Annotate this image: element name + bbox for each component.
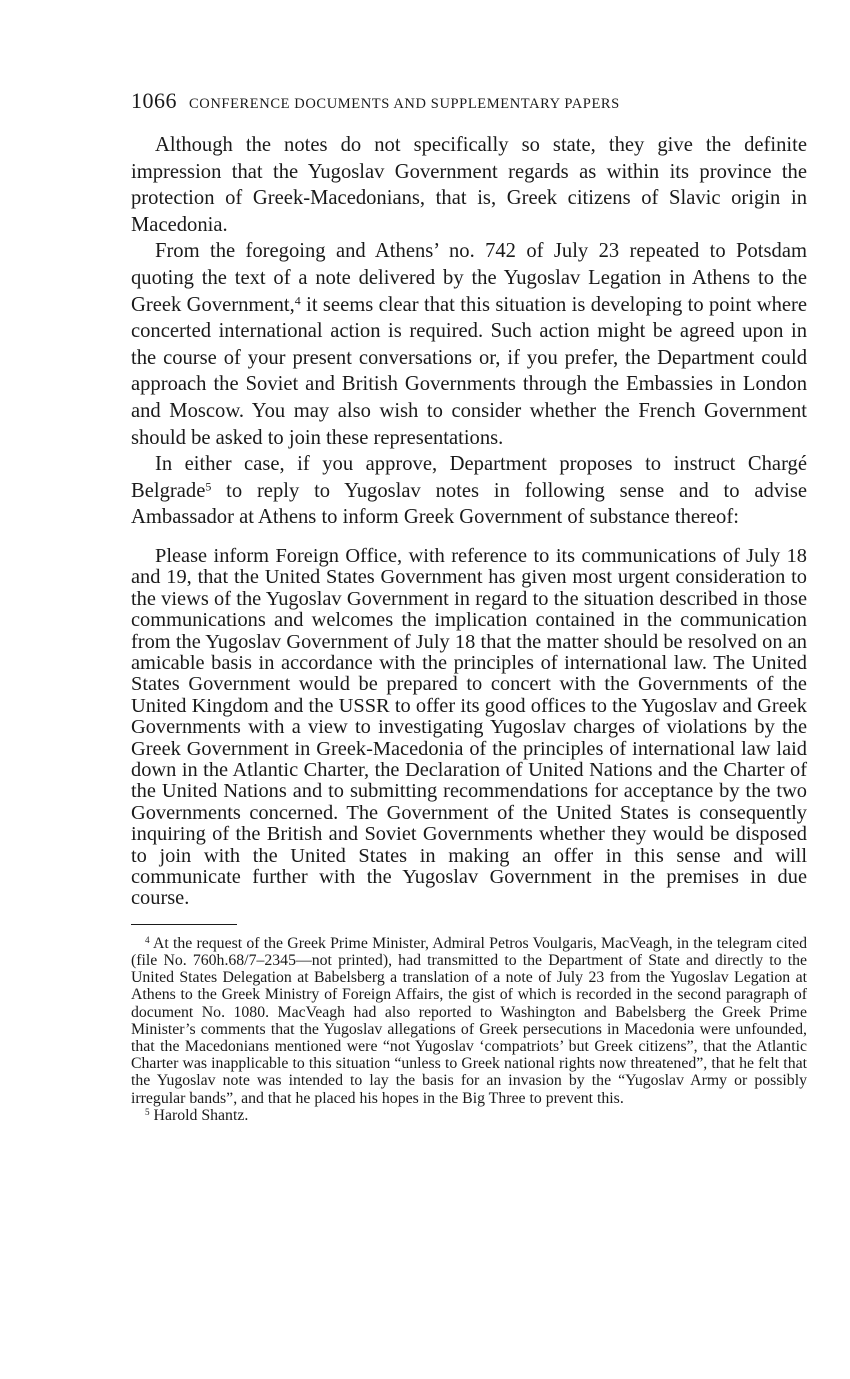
footnote-5-marker: 5 (145, 1106, 150, 1117)
footnote-4-text: At the request of the Greek Prime Minister, Admiral Petros Voulgaris, MacVeagh, in the telegram cited (file No. 760h.68/7–2345—not printed), had transmitted to the Department of State and directly to the United States Delegation at Babelsberg a translation of a note of July 23 from the Yugoslav Legation at Athens to the Greek Ministry of Foreign Affairs, the gist of which is recorded in the second paragraph of document No. 1080. MacVeagh had also reported to Washington and Babelsberg the Greek Prime Minister’s comments that the Yugoslav allegations of Greek persecutions in Macedonia were unfounded, that the Macedonians mentioned were “not Yugoslav ‘compatriots’ but Greek citizens”, that the Atlantic Charter was inapplicable to this situation “unless to Greek national rights now threatened”, that he felt that the Yugoslav note was intended to lay the basis for an invasion by the “Yugoslav Army or possibly irregular bands”, and that he placed his hopes in the Big Three to prevent this. (131, 934, 808, 1107)
footnote-ref-5: 5 (205, 479, 212, 494)
footnote-4-marker: 4 (145, 934, 150, 945)
paragraph-3-text-a: In either case, if you approve, Department proposes to instruct Chargé Belgrade (131, 453, 807, 502)
paragraph-2 (131, 238, 807, 451)
page-number: 1066 (131, 88, 177, 113)
footnote-5-text: Harold Shantz. (153, 1106, 249, 1124)
footnote-5 (131, 1107, 807, 1124)
running-head: CONFERENCE DOCUMENTS AND SUPPLEMENTARY PAPERS (189, 96, 620, 112)
page-header (131, 88, 807, 114)
paragraph-3 (131, 451, 807, 531)
document-page (131, 88, 807, 1124)
paragraph-3-text-b: to reply to Yugoslav notes in following sense and to advise Ambassador at Athens to inform Greek Government of substance thereof: (131, 479, 807, 529)
footnote-4 (131, 935, 807, 1107)
footnote-ref-4: 4 (294, 293, 301, 307)
footnotes (131, 935, 807, 1124)
paragraph-1: Although the notes do not specifically so state, they give the definite impression that the Yugoslav Government regards as within its province the protection of Greek-Macedonians, that is, Greek citizens of Slavic origin in Macedonia. (131, 134, 807, 236)
quoted-instruction: Please inform Foreign Office, with reference to its communications of July 18 and 19, that the United States Government has given most urgent consideration to the views of the Yugoslav Government in regard to the situation described in those communications and welcomes the implication contained in the communication from the Yugoslav Government of July 18 that the matter should be resolved on an amicable basis in accordance with the principles of international law. The United States Government would be prepared to concert with the Governments of the United Kingdom and the USSR to offer its good offices to the Yugoslav and Greek Governments with a view to investigating Yugoslav charges of violations by the Greek Government in Greek-Macedonia of the principles of international law laid down in the Atlantic Charter, the Declaration of United Nations and the Charter of the United Nations and to submitting recommendations for acceptance by the two Governments concerned. The Government of the United States is consequently inquiring of the British and Soviet Governments whether they would be disposed to join with the United States in making an offer in this sense and will communicate further with the Yugoslav Government in the premises in due course. (131, 544, 807, 910)
footnote-rule (131, 924, 237, 925)
main-text (131, 132, 807, 910)
paragraph-2-text-a: From the foregoing and Athens’ no. 742 of July 23 repeated to Potsdam quoting the text of a note delivered by the Yugoslav Legation in Athens to the Greek Government, (131, 240, 807, 316)
paragraph-2-text-b: it seems clear that this situation is developing to point where concerted international action is required. Such action might be agreed upon in the course of your present conversations or, if you prefer, the Department could approach the Soviet and British Governments through the Embassies in London and Moscow. You may also wish to consider whether the French Government should be asked to join these representations. (131, 293, 807, 449)
